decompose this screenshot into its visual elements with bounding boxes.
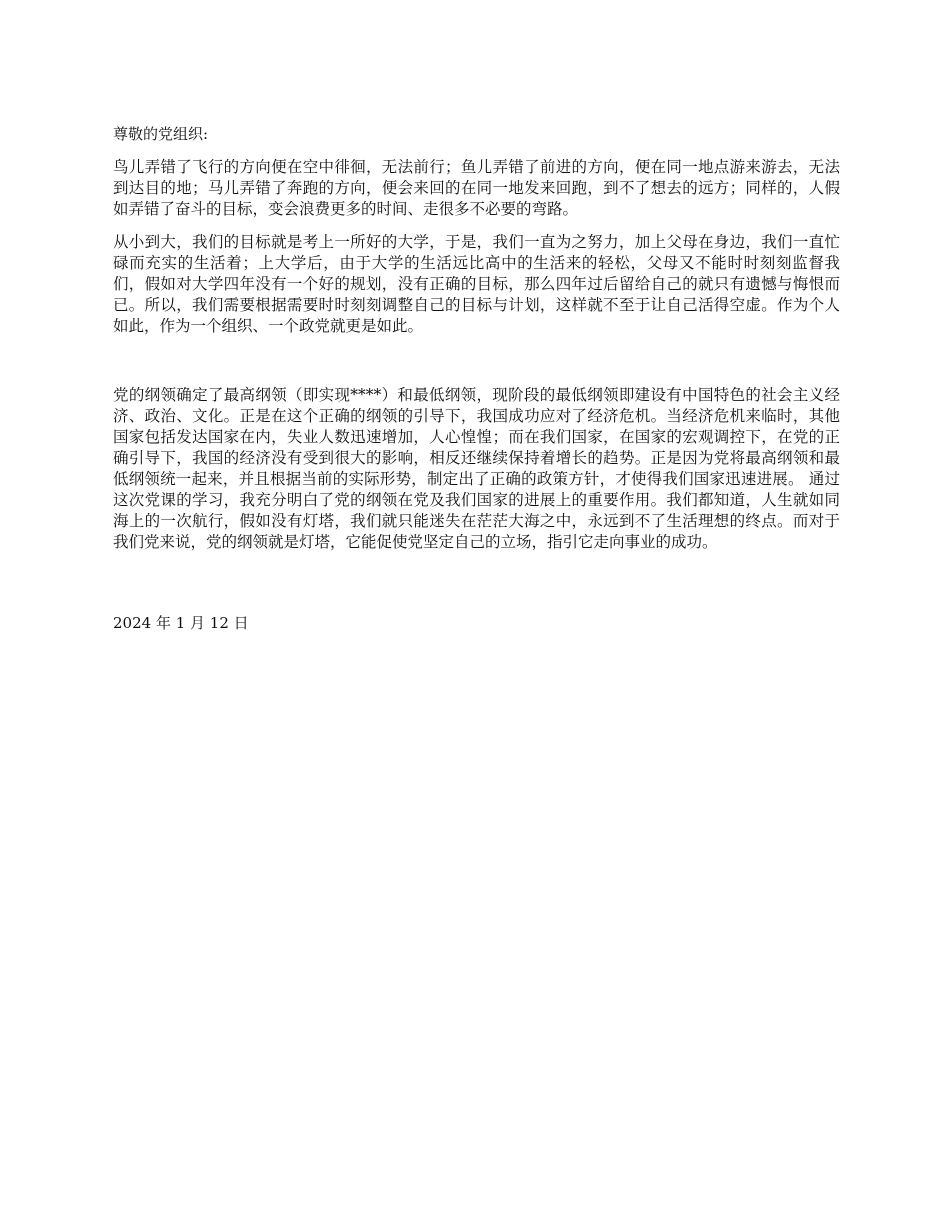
- salutation: 尊敬的党组织:: [113, 125, 209, 143]
- letter-body: [113, 124, 840, 634]
- paragraph-1: 鸟儿弄错了飞行的方向便在空中徘徊，无法前行；鱼儿弄错了前进的方向，便在同一地点游来游去，无法到达目的地；马儿弄错了奔跑的方向，便会来回的在同一地发来回跑，到不了想去的远方；同样的，人假如弄错了奋斗的目标，变会浪费更多的时间、走很多不必要的弯路。: [113, 158, 840, 218]
- paragraph-spacer: [113, 349, 840, 385]
- date-spacer: [113, 565, 840, 613]
- letter-date: 2024 年 1 月 12 日: [113, 614, 249, 632]
- paragraph-2: 从小到大，我们的目标就是考上一所好的大学，于是，我们一直为之努力，加上父母在身边，我们一直忙碌而充实的生活着；上大学后，由于大学的生活远比高中的生活来的轻松，父母又不能时时刻刻监督我们，假如对大学四年没有一个好的规划，没有正确的目标，那么四年过后留给自己的就只有遗憾与悔恨而已。所以，我们需要根据需要时时刻刻调整自己的目标与计划，这样就不至于让自己活得空虚。作为个人如此，作为一个组织、一个政党就更是如此。: [113, 233, 840, 335]
- paragraph-3: 党的纲领确定了最高纲领（即实现****）和最低纲领，现阶段的最低纲领即建设有中国特色的社会主义经济、政治、文化。正是在这个正确的纲领的引导下，我国成功应对了经济危机。当经济危机来临时，其他国家包括发达国家在内，失业人数迅速增加，人心惶惶；而在我们国家，在国家的宏观调控下，在党的正确引导下，我国的经济没有受到很大的影响，相反还继续保持着增长的趋势。正是因为党将最高纲领和最低纲领统一起来，并且根据当前的实际形势，制定出了正确的政策方针，才使得我们国家迅速进展。 通过这次党课的学习，我充分明白了党的纲领在党及我们国家的进展上的重要作用。我们都知道，人生就如同海上的一次航行，假如没有灯塔，我们就只能迷失在茫茫大海之中，永远到不了生活理想的终点。而对于我们党来说，党的纲领就是灯塔，它能促使党坚定自己的立场，指引它走向事业的成功。: [113, 386, 840, 551]
